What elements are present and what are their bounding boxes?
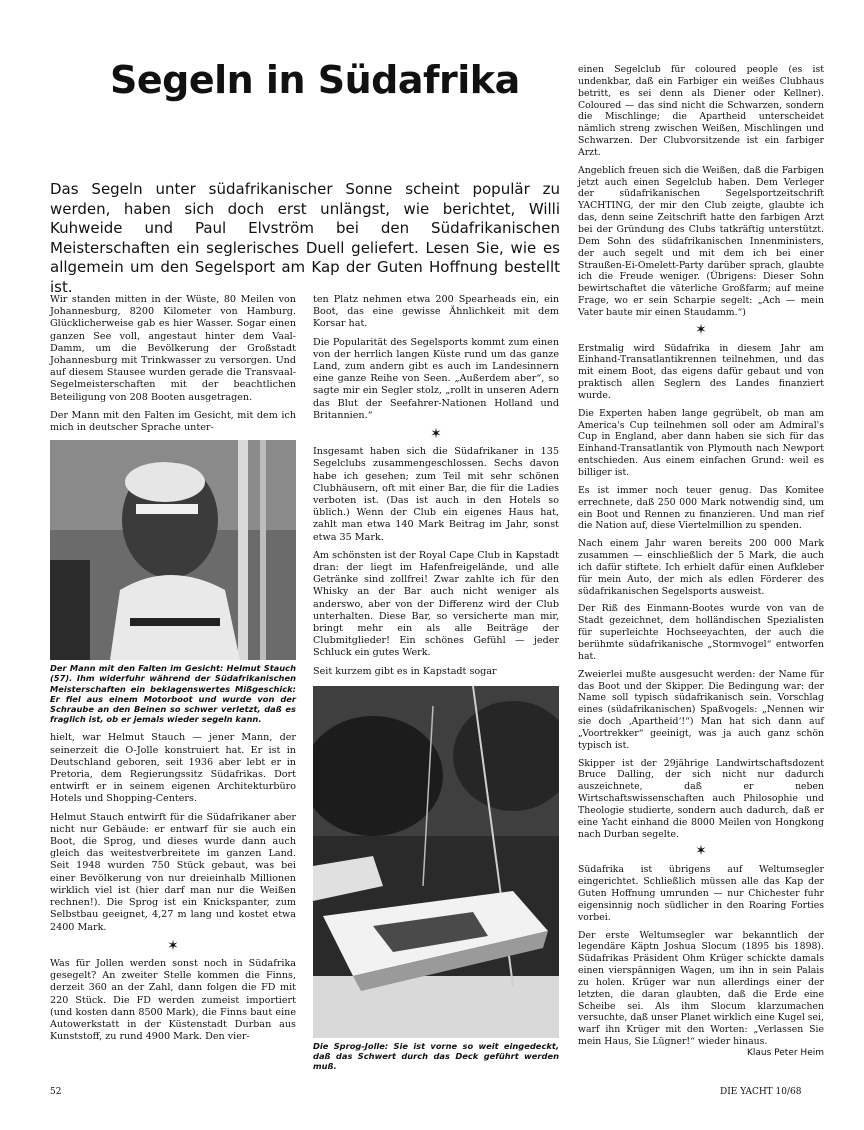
magazine-issue: DIE YACHT 10/68 <box>720 1087 802 1097</box>
author-signature: Klaus Peter Heim <box>746 1047 824 1058</box>
photo-helmut-stauch <box>50 440 296 660</box>
photo-sprog-jolle <box>313 686 559 1038</box>
page-number: 52 <box>50 1087 62 1097</box>
section-star: ✶ <box>695 321 707 338</box>
col3-paragraph-4: Die Experten haben lange gegrübelt, ob man am America's Cup teilnehmen soll oder am Admiral's Cup in England, aber dann haben sie sich für das Einhand-Transatlantik von Plymouth nach Newport entschieden. Aus einem einfachen Grund: weil es billiger ist. <box>578 407 824 478</box>
col3-paragraph-9: Skipper ist der 29jährige Landwirtschaftsdozent Bruce Dalling, der sich nicht nur dadurch auszeichnete, daß er neben Wirtschaftswissenschaften auch Philosophie und Theologie studierte, sondern auch dadurch, daß er eine Yacht einhand die 8000 Meilen von Hongkong nach Durban segelte. <box>578 757 824 840</box>
col3-paragraph-7: Der Riß des Einmann-Bootes wurde von van de Stadt gezeichnet, dem holländischen Spezialisten für superleichte Hochseeyachten, der auch die berühmte südafrikanische „Stormvogel“ entworfen hat. <box>578 603 824 662</box>
col3-paragraph-10: Südafrika ist übrigens auf Weltumsegler eingerichtet. Schließlich müssen alle das Kap der Guten Hoffnung umrunden — nur Chichester fuhr eigensinnig noch südlicher in den Roaring Forties vorbei. <box>578 864 824 923</box>
column-3 <box>578 64 824 1060</box>
col2-paragraph-5: Seit kurzem gibt es in Kapstadt sogar <box>313 665 497 677</box>
col1-paragraph-1: Wir standen mitten in der Wüste, 80 Meilen von Johannesburg, 8200 Kilometer von Hamburg. Glücklicherweise gab es hier Wasser. Sogar einen ganzen See voll, angestaut hinter dem Vaal-Damm, um die Bevölkerung der Großstadt Johannesburg mit Trinkwasser zu versorgen. Und auf diesem Stausee wurden gerade die Transvaal-Segelmeisterschaften mit der beachtlichen Beteiligung von 208 Booten ausgetragen. <box>50 294 296 403</box>
col2-paragraph-2: Die Popularität des Segelsports kommt zum einen von der herrlich langen Küste rund um das ganze Land, zum andern gibt es auch im Landesinnern eine ganze Reihe von Seen. „Außerdem aber“, so sagte mir ein Segler stolz, „rollt in unseren Adern das Blut der Seefahrer-Nationen Holland und Britannien.“ <box>313 336 559 421</box>
col3-paragraph-3: Erstmalig wird Südafrika in diesem Jahr am Einhand-Transatlantikrennen teilnehmen, und das mit einem Boot, das eigens dafür gebaut und von praktisch allen Seglern des Landes finanziert wurde. <box>578 342 824 401</box>
column-1 <box>50 294 296 1049</box>
portrait-photo-illustration <box>50 440 296 660</box>
article-lead: Das Segeln unter südafrikanischer Sonne scheint populär zu werden, haben sich doch erst unlängst, wie berichtet, Willi Kuhweide und Paul Elvström bei den Südafrikanischen Meisterschaften ein seglerisches Duell geliefert. Lesen Sie, wie es allgemein um den Segelsport am Kap der Guten Hoffnung bestellt ist. <box>50 180 560 296</box>
col3-paragraph-6: Nach einem Jahr waren bereits 200 000 Mark zusammen — einschließlich der 5 Mark, die auch ich dafür stiftete. Ich erhielt dafür einen Aufkleber für mein Auto, der mich als edlen Förderer des südafrikanischen Segelsports ausweist. <box>578 538 824 597</box>
photo-caption-sprog: Die Sprog-Jolle: Sie ist vorne so weit eingedeckt, daß das Schwert durch das Deck geführt werden muß. <box>313 1040 559 1072</box>
col1-paragraph-2: Der Mann mit den Falten im Gesicht, mit dem ich mich in deutscher Sprache unter- <box>50 409 296 434</box>
article-title: Segeln in Südafrika <box>110 58 520 102</box>
sailboat-photo-illustration <box>313 686 559 1038</box>
col3-paragraph-8: Zweierlei mußte ausgesucht werden: der Name für das Boot und der Skipper. Die Bedingung war: der Name soll typisch südafrikanisch sein. Vorschlag eines (südafrikanischen) Spaßvogels: „Nennen wir sie doch ‚Apartheid‘!“) Man hat sich dann auf „Voortrekker“ geeinigt, was ja auch ganz schön typisch ist. <box>578 668 824 751</box>
photo-caption-stauch: Der Mann mit den Falten im Gesicht: Helmut Stauch (57). Ihm widerfuhr während der Südafrikanischen Meisterschaften ein beklagenswertes Mißgeschick: Er fiel aus einem Motorboot und wurde von der Schraube an den Beinen so schwer verletzt, daß es fraglich ist, ob er jemals wieder segeln kann. <box>50 663 296 725</box>
col1-paragraph-4: Helmut Stauch entwirft für die Südafrikaner aber nicht nur Gebäude: er entwarf für sie auch ein Boot, die Sprog, und dieses wurde dann auch gleich das weitestverbreitete im ganzen Land. Seit 1948 wurden 750 Stück gebaut, was bei einer Bevölkerung von nur dreieinhalb Millionen wirklich viel ist (hier darf man nur die Weißen rechnen!). Die Sprog ist ein Knickspanter, zum Selbstbau geeignet, 4,27 m lang und kostet etwa 2400 Mark. <box>50 811 296 933</box>
column-2 <box>313 294 559 1080</box>
col1-paragraph-3: hielt, war Helmut Stauch — jener Mann, der seinerzeit die O-Jolle konstruiert hat. Er ist in Deutschland geboren, seit 1936 aber lebt er in Pretoria, dem Regierungssitz Südafrikas. Dort entwirft er in seinem eigenen Architekturbüro Hotels und Shopping-Centers. <box>50 732 296 805</box>
section-star: ✶ <box>695 843 707 860</box>
col3-paragraph-1: einen Segelclub für coloured people (es ist undenkbar, daß ein Farbiger ein weißes Clubhaus betritt, es sei denn als Diener oder Kellner). Coloured — das sind nicht die Schwarzen, sondern die Mischlinge; die Apartheid unterscheidet nämlich streng zwischen Weißen, Mischlingen und Schwarzen. Der Clubvorsitzende ist ein farbiger Arzt. <box>578 64 824 158</box>
col2-paragraph-3: Insgesamt haben sich die Südafrikaner in 135 Segelclubs zusammengeschlossen. Sechs davon habe ich gesehen; zum Teil mit sehr schönen Clubhäusern, oft mit einer Bar, die für die Ladies verboten ist. (Das ist auch in den Hotels so üblich.) Wenn der Club ein eigenes Haus hat, zahlt man etwa 140 Mark Beitrag im Jahr, sonst etwa 35 Mark. <box>313 446 559 543</box>
col2-paragraph-4: Am schönsten ist der Royal Cape Club in Kapstadt dran: der liegt im Hafenfreigelände, und alle Getränke sind zollfrei! Zwar zahlte ich für den Whisky an der Bar auch nicht weniger als anderswo, aber von der Differenz wird der Club unterhalten. Diese Bar, so versicherte man mir, bringt mehr ein als alle Beiträge der Clubmitglieder! Ein schönes Gefühl — jeder Schluck ein gutes Werk. <box>313 549 559 659</box>
section-star: ✶ <box>167 937 179 954</box>
col2-paragraph-1: ten Platz nehmen etwa 200 Spearheads ein, ein Boot, das eine gewisse Ähnlichkeit mit dem Korsar hat. <box>313 294 559 330</box>
col1-paragraph-5: Was für Jollen werden sonst noch in Südafrika gesegelt? An zweiter Stelle kommen die Finns, derzeit 360 an der Zahl, dann folgen die FD mit 220 Stück. Die FD werden zumeist importiert (und kosten dann 8500 Mark), die Finns baut eine Autowerkstatt in der Küstenstadt Durban aus Kunststoff, zu rund 4900 Mark. Den vier- <box>50 957 296 1043</box>
col3-paragraph-11: Der erste Weltumsegler war bekanntlich der legendäre Käptn Joshua Slocum (1895 bis 1898). Südafrikas Präsident Ohm Krüger schickte damals einen vierspännigen Wagen, um ihn in sein Palais zu holen. Krüger war nun allerdings einer der letzten, die daran glaubten, daß die Erde eine Scheibe sei. Als ihm Slocum klarzumachen versuchte, daß unser Planet wirklich eine Kugel sei, warf ihn Krüger mit den Worten: „Verlassen Sie mein Haus, Sie Lügner!“ wieder hinaus. <box>578 929 824 1048</box>
col3-paragraph-2: Angeblich freuen sich die Weißen, daß die Farbigen jetzt auch einen Segelclub haben. Dem Verleger der südafrikanischen Segelsportzeitschrift YACHTING, der mir den Club zeigte, glaubte ich das, denn seine Zeitschrift hatte den farbigen Arzt bei der Gründung des Clubs tatkräftig unterstützt. Dem Sohn des südafrikanischen Innenministers, der auch segelt und mit dem ich bei einer Straußen-Ei-Omelett-Party darüber sprach, glaubte ich die Freude weniger. (Übrigens: Dieser Sohn bewirtschaftet die väterliche Großfarm; auf meine Frage, wo er sein Scharpie segelt: „Ach — mein Vater baute mir einen Staudamm.“) <box>578 164 824 318</box>
col3-paragraph-5: Es ist immer noch teuer genug. Das Komitee errechnete, daß 250 000 Mark notwendig sind, um ein Boot und Rennen zu finanzieren. Und man rief die Nation auf, diese Viertelmillion zu spenden. <box>578 484 824 532</box>
section-star: ✶ <box>430 426 442 443</box>
